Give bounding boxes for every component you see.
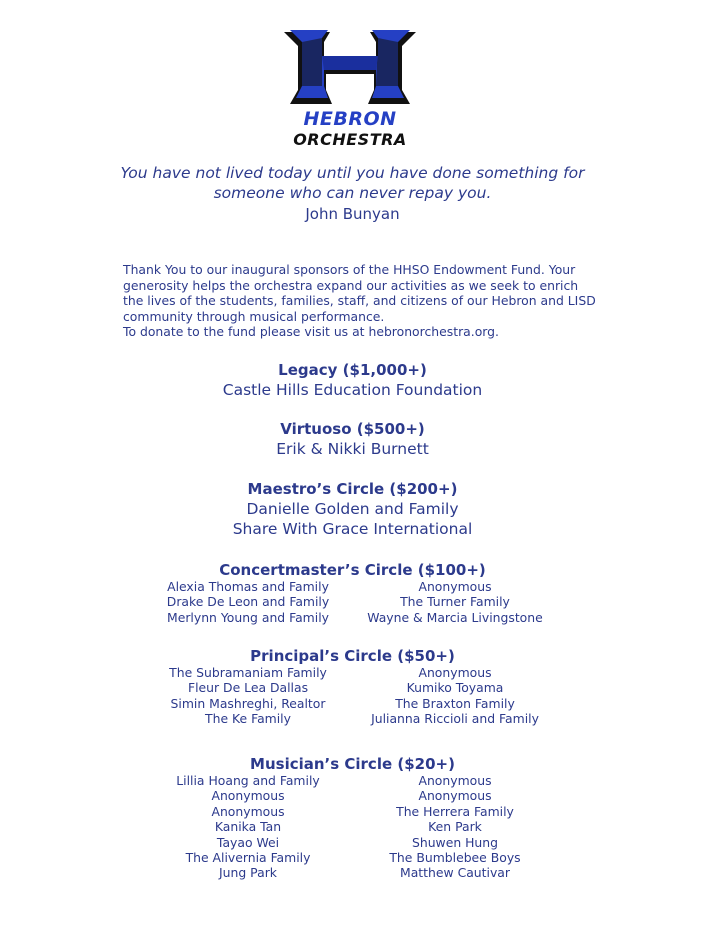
tier-title-musician: Musician’s Circle ($20+) [250,755,455,773]
list-item: Anonymous [418,665,492,680]
list-item: Anonymous [418,579,492,594]
tier-title-concertmaster: Concertmaster’s Circle ($100+) [219,561,486,579]
list-item: The Bumblebee Boys [389,850,521,866]
list-item: Drake De Leon and Family [166,594,330,610]
list-item: Anonymous [211,803,285,819]
list-item: Julianna Riccioli and Family [371,711,539,727]
list-item: Kumiko Toyama [406,680,504,696]
quote-line-2: someone who can never repay you. [213,184,492,202]
list-item: Lillia Hoang and Family [176,773,320,788]
list-item: Wayne & Marcia Livingstone [367,609,543,625]
list-item: Anonymous [211,788,285,804]
tier-title-maestro: Maestro’s Circle ($200+) [247,480,458,498]
list-item: Shuwen Hung [411,834,498,850]
sponsor-virtuoso-1: Erik & Nikki Burnett [276,440,429,458]
list-item: Kanika Tan [214,819,282,835]
musician-right-list [355,773,555,881]
quote-author: John Bunyan [305,205,400,223]
list-item: Alexia Thomas and Family [167,579,329,594]
list-item: Ken Park [428,819,482,835]
list-item: Matthew Cautivar [400,865,510,881]
list-item: The Braxton Family [395,695,515,711]
list-item: The Turner Family [400,594,510,610]
principal-right-list [355,665,555,727]
principal-left-list [148,665,348,727]
intro-text [108,262,598,324]
tier-title-principal: Principal’s Circle ($50+) [250,647,455,665]
list-item: The Herrera Family [396,803,514,819]
list-item: Tayao Wei [216,834,280,850]
sponsor-maestro-2: Share With Grace International [232,520,473,538]
tier-title-virtuoso: Virtuoso ($500+) [280,420,425,438]
concertmaster-left-list [148,579,348,625]
musician-left-list [148,773,348,881]
intro-paragraph [108,262,598,340]
h-emblem-icon [282,28,418,108]
logo-name-line2: ORCHESTRA [293,130,407,149]
intro-body: Thank You to our inaugural sponsors of the HHSO Endowment Fund. Your generosity helps the orchestra expand our activities as we seek to enrich the lives of the students, families, staff, and citizens of our Hebron and LISD community through musical performance. [123,262,596,324]
quote-text [0,163,705,203]
donate-text: To donate to the fund please visit us at hebronorchestra.org. [123,324,499,340]
list-item: The Subramaniam Family [169,665,327,680]
tier-title-legacy: Legacy ($1,000+) [278,361,427,379]
hebron-orchestra-logo [282,28,418,150]
list-item: Anonymous [418,788,492,804]
list-item: The Ke Family [205,711,291,727]
quote-line-1: You have not lived today until you have done something for [120,164,585,182]
concertmaster-right-list [355,579,555,625]
list-item: Fleur De Lea Dallas [187,680,309,696]
logo-name-line1: HEBRON [303,108,397,130]
list-item: Merlynn Young and Family [167,609,329,625]
list-item: Anonymous [418,773,492,788]
sponsor-maestro-1: Danielle Golden and Family [246,500,459,518]
sponsor-legacy-1: Castle Hills Education Foundation [222,381,483,399]
list-item: Simin Mashreghi, Realtor [170,695,326,711]
list-item: The Alivernia Family [185,850,311,866]
list-item: Jung Park [219,865,277,881]
